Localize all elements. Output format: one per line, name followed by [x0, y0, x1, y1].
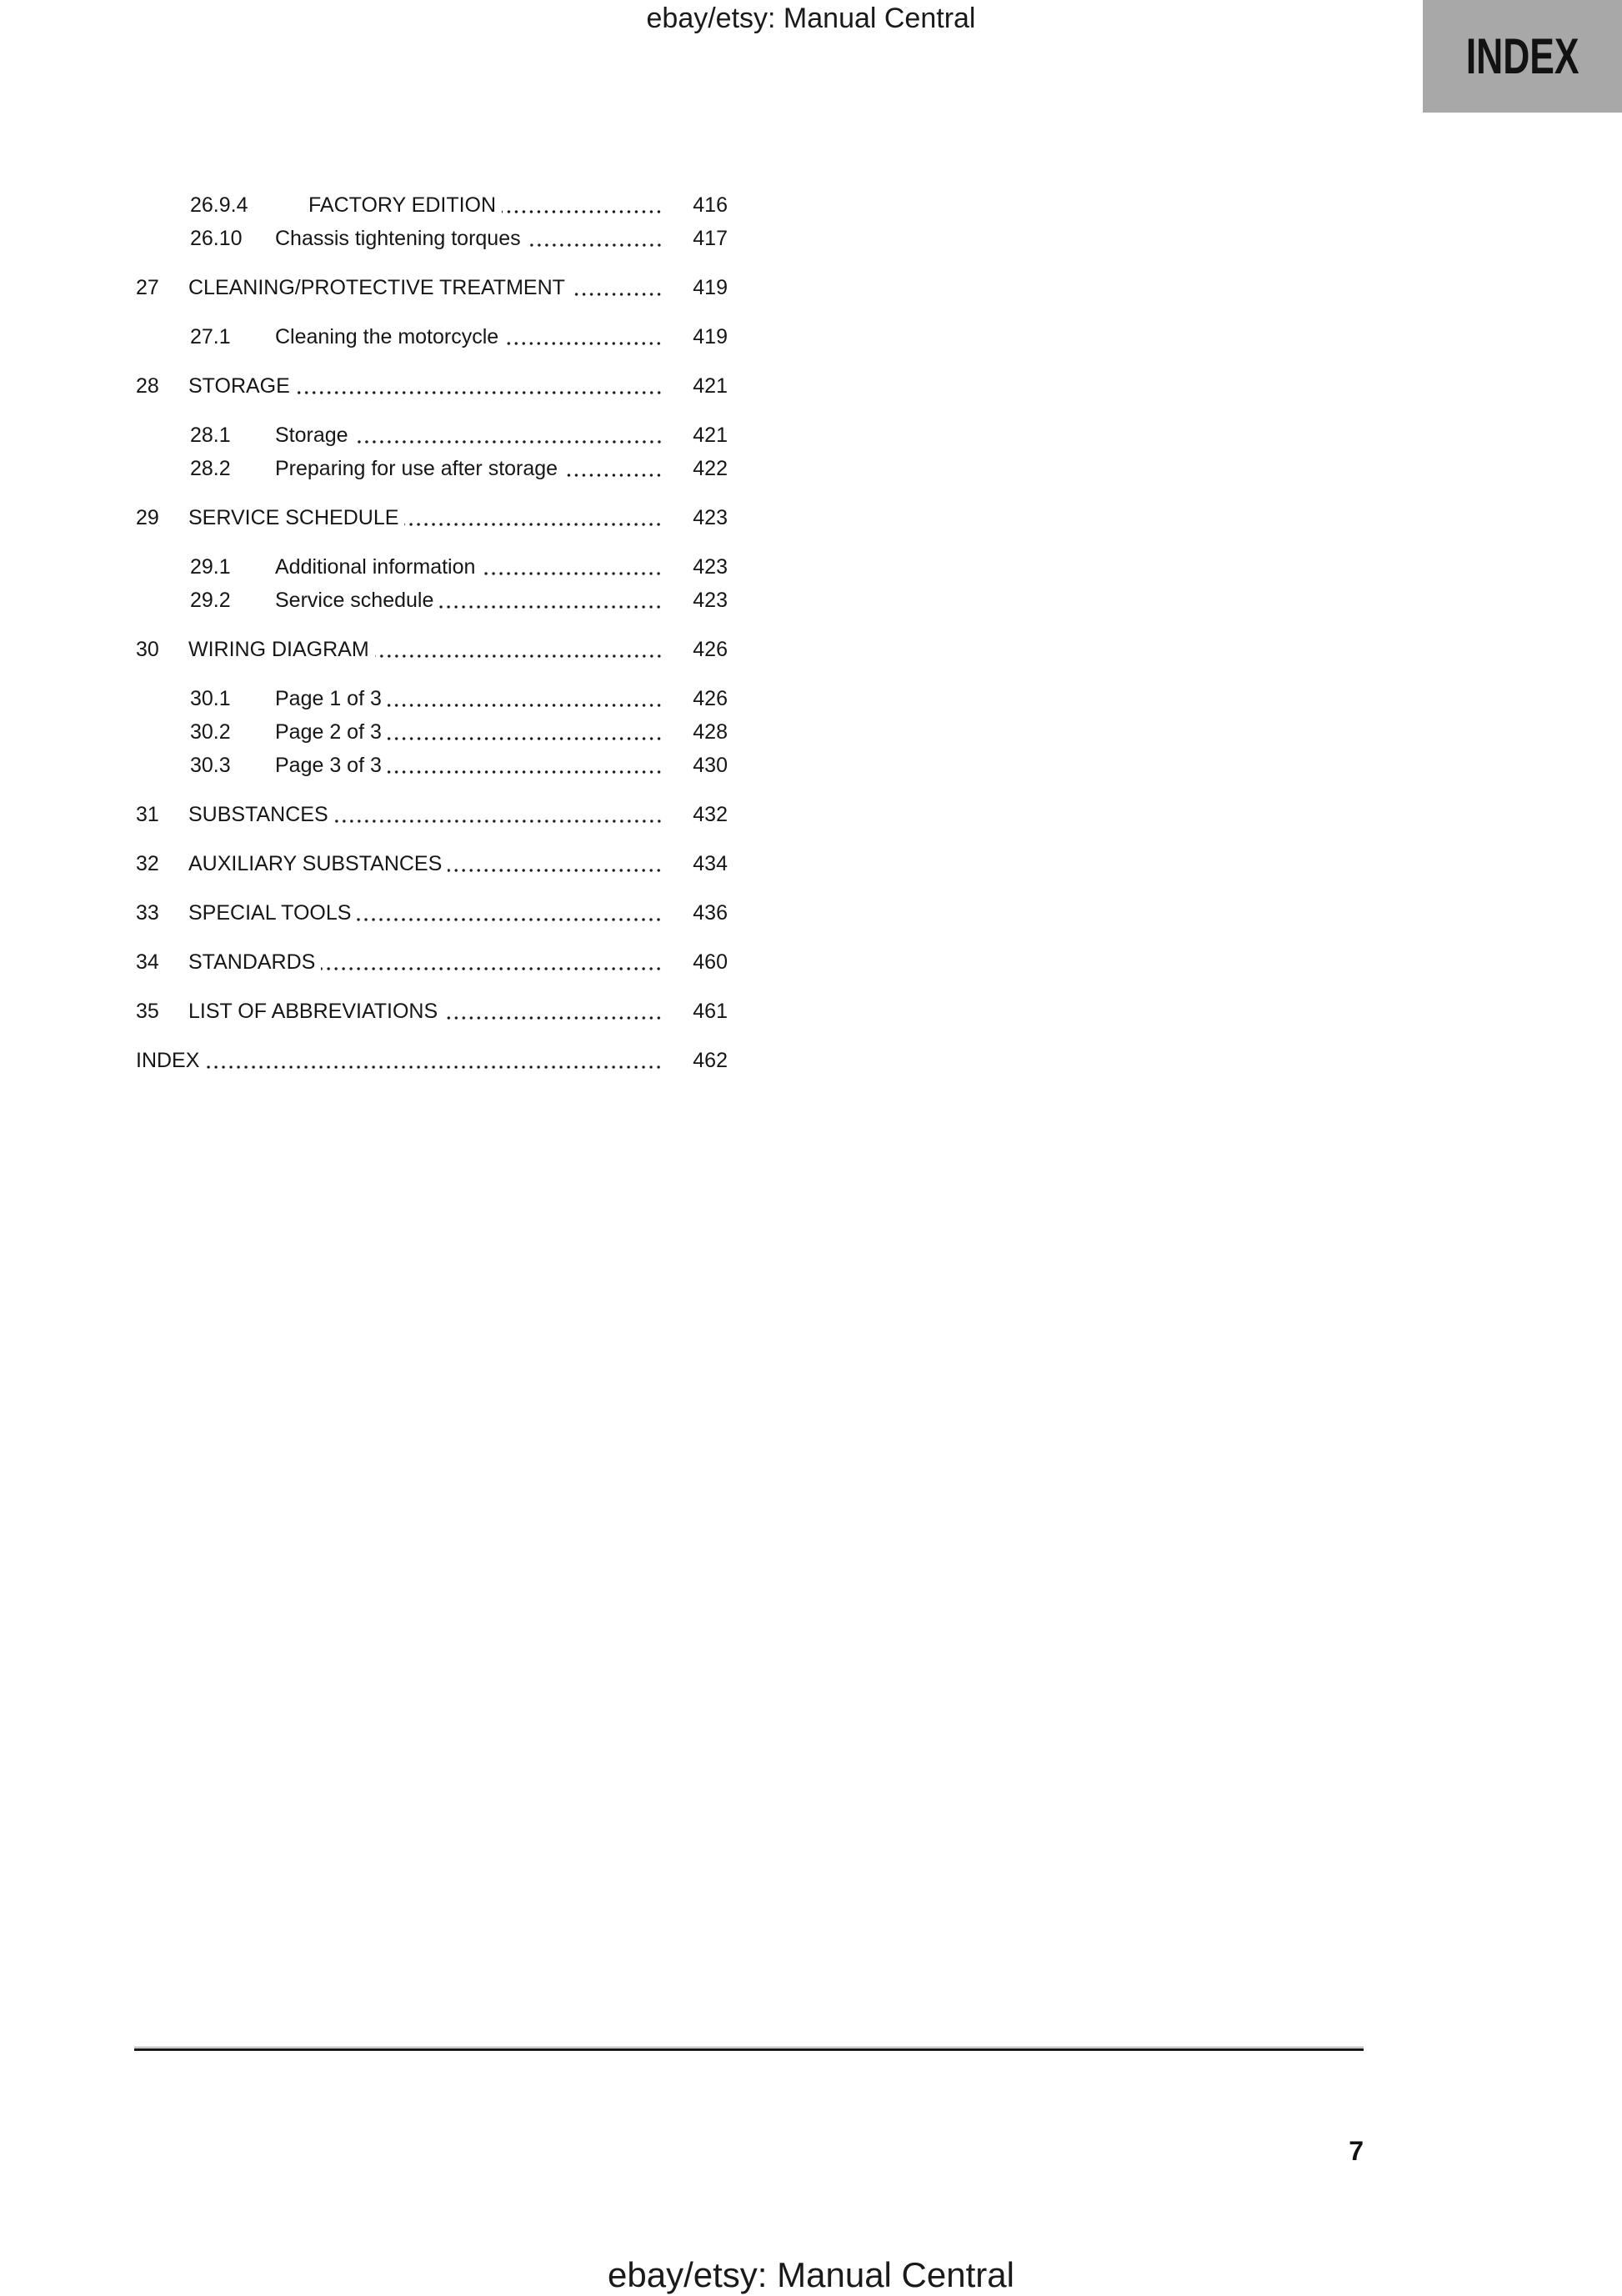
toc-leader-dots [388, 770, 663, 774]
toc-entry-page: 430 [693, 754, 728, 777]
toc-entry-title: CLEANING/PROTECTIVE TREATMENT [188, 276, 565, 299]
toc-leader-dots [404, 523, 663, 526]
toc-entry-page: 460 [693, 950, 728, 974]
toc-entry-title: LIST OF ABBREVIATIONS [188, 1000, 438, 1023]
toc-entry-title: STORAGE [188, 374, 290, 398]
page-number: 7 [1349, 2136, 1364, 2166]
toc-entry[interactable] [136, 896, 728, 930]
toc-entry[interactable] [136, 452, 728, 485]
toc-group [136, 798, 728, 831]
toc-entry[interactable] [136, 419, 728, 452]
toc-entry[interactable] [136, 749, 728, 782]
toc-entry[interactable] [136, 1044, 728, 1077]
toc-entry-title: WIRING DIAGRAM [188, 638, 369, 661]
toc-entry[interactable] [136, 320, 728, 353]
toc-group [136, 550, 728, 617]
toc-leader-dots [334, 820, 663, 823]
index-tab-label: INDEX [1465, 28, 1579, 84]
toc-entry[interactable] [136, 188, 728, 222]
toc-entry-page: 428 [693, 720, 728, 744]
toc-leader-dots [481, 572, 663, 575]
toc-group [136, 1044, 728, 1077]
toc-leader-dots [354, 440, 663, 444]
toc-entry[interactable] [136, 847, 728, 880]
toc-entry[interactable] [136, 995, 728, 1028]
toc-entry-page: 426 [693, 638, 728, 661]
toc-entry-title: Preparing for use after storage [275, 457, 558, 480]
toc-entry-number: 31 [136, 803, 159, 826]
toc-entry-title: Cleaning the motorcycle [275, 325, 499, 348]
toc-entry-number: 30 [136, 638, 159, 661]
toc-leader-dots [504, 342, 663, 345]
toc-entry-number: 26.9.4 [190, 193, 248, 217]
toc-entry-title: Page 3 of 3 [275, 754, 382, 777]
toc-leader-dots [439, 605, 663, 609]
toc-group [136, 501, 728, 534]
toc-leader-dots [205, 1065, 663, 1069]
toc-entry[interactable] [136, 682, 728, 715]
page-footer-title: ebay/etsy: Manual Central [608, 2255, 1014, 2294]
toc-entry-page: 461 [693, 1000, 728, 1023]
toc-entry-title: Chassis tightening torques [275, 227, 521, 250]
toc-entry-page: 421 [693, 424, 728, 447]
toc-entry-title: AUXILIARY SUBSTANCES [188, 852, 443, 875]
toc-entry-title: SPECIAL TOOLS [188, 901, 352, 925]
toc-entry-number: 28 [136, 374, 159, 398]
toc-entry-title: SERVICE SCHEDULE [188, 506, 399, 529]
toc-leader-dots [296, 391, 663, 394]
toc-leader-dots [527, 243, 663, 247]
toc-entry[interactable] [136, 501, 728, 534]
toc-leader-dots [448, 869, 663, 872]
toc-entry-page: 419 [693, 276, 728, 299]
toc-leader-dots [388, 737, 663, 740]
toc-entry-page: 417 [693, 227, 728, 250]
footer-rule [134, 2047, 1364, 2052]
toc-entry-page: 423 [693, 555, 728, 579]
toc-entry-title: STANDARDS [188, 950, 316, 974]
toc-entry-title: Page 1 of 3 [275, 687, 382, 710]
toc-entry-title: SUBSTANCES [188, 803, 328, 826]
toc-entry-page: 416 [693, 193, 728, 217]
toc-entry-page: 423 [693, 506, 728, 529]
toc-leader-dots [571, 293, 663, 296]
toc-entry-number: 27.1 [190, 325, 231, 348]
toc-entry[interactable] [136, 584, 728, 617]
toc-entry[interactable] [136, 550, 728, 584]
toc-group [136, 945, 728, 979]
toc-group [136, 847, 728, 880]
toc-leader-dots [388, 704, 663, 707]
toc-entry-number: 30.1 [190, 687, 231, 710]
toc-entry-number: 30.2 [190, 720, 231, 744]
toc-entry-number: 26.10 [190, 227, 243, 250]
toc-entry-page: 419 [693, 325, 728, 348]
toc-entry-title: Service schedule [275, 589, 434, 612]
toc-group [136, 369, 728, 403]
toc-leader-dots [502, 210, 663, 213]
toc-leader-dots [563, 474, 663, 477]
toc-entry[interactable] [136, 222, 728, 255]
toc-entry-page: 434 [693, 852, 728, 875]
toc-entry-number: 34 [136, 950, 159, 974]
toc-entry-title: Additional information [275, 555, 476, 579]
toc-leader-dots [357, 918, 663, 921]
toc-entry-number: 29 [136, 506, 159, 529]
toc [136, 188, 728, 1077]
toc-group [136, 633, 728, 666]
toc-entry-number: 28.1 [190, 424, 231, 447]
toc-entry-page: 432 [693, 803, 728, 826]
toc-entry-number: 27 [136, 276, 159, 299]
toc-entry-number: 29.1 [190, 555, 231, 579]
toc-entry-title: Page 2 of 3 [275, 720, 382, 744]
toc-entry-number: 35 [136, 1000, 159, 1023]
toc-entry-number: 29.2 [190, 589, 231, 612]
toc-entry[interactable] [136, 369, 728, 403]
toc-entry[interactable] [136, 945, 728, 979]
toc-entry-title: FACTORY EDITION [308, 193, 497, 217]
toc-leader-dots [321, 967, 663, 970]
page-header-title: ebay/etsy: Manual Central [646, 3, 976, 34]
toc-entry-page: 422 [693, 457, 728, 480]
toc-entry[interactable] [136, 633, 728, 666]
toc-entry-page: 421 [693, 374, 728, 398]
toc-entry-title: INDEX [136, 1049, 200, 1072]
toc-group [136, 188, 728, 255]
toc-entry[interactable] [136, 271, 728, 304]
toc-entry-number: 30.3 [190, 754, 231, 777]
toc-group [136, 896, 728, 930]
toc-entry-page: 462 [693, 1049, 728, 1072]
toc-leader-dots [375, 654, 663, 658]
toc-entry-page: 426 [693, 687, 728, 710]
toc-group [136, 320, 728, 353]
toc-entry-number: 32 [136, 852, 159, 875]
toc-entry[interactable] [136, 715, 728, 749]
toc-group [136, 419, 728, 485]
toc-leader-dots [443, 1016, 663, 1020]
index-tab [1423, 0, 1622, 113]
toc-entry[interactable] [136, 798, 728, 831]
toc-entry-number: 33 [136, 901, 159, 925]
toc-entry-number: 28.2 [190, 457, 231, 480]
toc-group [136, 682, 728, 782]
toc-group [136, 271, 728, 304]
toc-entry-page: 436 [693, 901, 728, 925]
toc-entry-page: 423 [693, 589, 728, 612]
toc-entry-title: Storage [275, 424, 348, 447]
toc-group [136, 995, 728, 1028]
